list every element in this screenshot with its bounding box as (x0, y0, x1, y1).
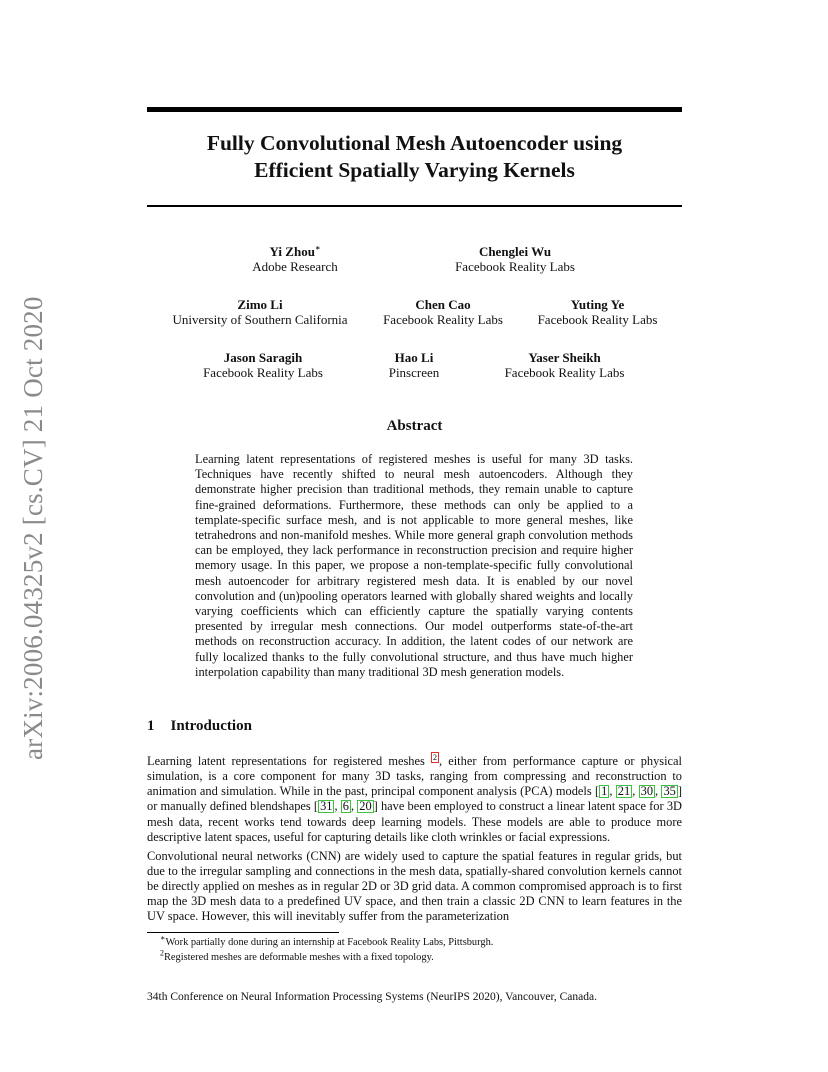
footnote-1: ∗Work partially done during an internship at Facebook Reality Labs, Pittsburgh. (160, 933, 494, 948)
abstract-heading: Abstract (386, 418, 443, 434)
author-name: Chen Cao (415, 297, 471, 312)
citation-link[interactable]: 20 (359, 799, 372, 814)
author-name: Zimo Li (237, 297, 283, 312)
section-heading-introduction (147, 718, 252, 735)
author-affiliation: Facebook Reality Labs (455, 259, 575, 274)
author-affiliation: Facebook Reality Labs (504, 365, 625, 380)
author-block (370, 350, 458, 380)
citation-link[interactable]: 31 (320, 799, 333, 814)
author-name: Chenglei Wu (478, 244, 552, 259)
venue-footer: 34th Conference on Neural Information Processing Systems (NeurIPS 2020), Vancouver, Canada. (147, 991, 597, 1003)
author-affiliation: University of Southern California (172, 312, 348, 327)
citation-link[interactable]: 35 (663, 784, 676, 799)
author-affiliation: Adobe Research (252, 259, 338, 274)
author-block (372, 297, 514, 327)
intro-paragraph-1: Learning latent representations for registered meshes $^2$ , either from performance capture or physical simulation, is a core component for many 3D tasks, ranging from compressing and reconstruction to animation and simulation. While in the past, principal component analysis (PCA) models [ 1 , 21 , 30 , 35 ] or manually defined blendshapes [ 31 , 6 , 20 ] have been employed to construct a linear latent space for 3D mesh data, recent works tend towards deep learning models. These models are able to produce more descriptive latent spaces, useful for capturing details like cloth wrinkles or facial expressions. (147, 753, 683, 844)
title-line-2: Efficient Spatially Varying Kernels (254, 158, 575, 182)
author-affiliation: Facebook Reality Labs (203, 365, 323, 380)
title-top-rule (147, 107, 682, 112)
author-block (190, 244, 400, 274)
author-block (188, 350, 338, 380)
author-affiliation: Facebook Reality Labs (537, 312, 658, 327)
paper-title (147, 130, 682, 184)
author-name: Jason Saragih (223, 350, 303, 365)
footnote-2: $^2$Registered meshes are deformable meshes with a fixed topology. (160, 948, 434, 963)
citation-link[interactable]: 21 (617, 784, 631, 799)
author-block (525, 297, 670, 327)
author-affiliation: Facebook Reality Labs (383, 312, 503, 327)
intro-paragraph-2: Convolutional neural networks (CNN) are widely used to capture the spatial features in regular grids, but due to the irregular sampling and connections in the mesh data, spatially-shared convolution kernels cannot be directly applied on meshes as in regular 2D or 3D grid data. A common compromised approach is to first map the 3D mesh data to a predefined UV space, and then train a classic 2D CNN to learn features in the UV space. However, this will inevitably suffer from the parameterization (147, 849, 682, 924)
author-block (160, 297, 360, 327)
citation-link[interactable]: 1 (601, 784, 608, 799)
section-title: Introduction (170, 718, 252, 734)
footnote-rule (147, 932, 339, 933)
author-name: Yi Zhou∗ (269, 243, 321, 259)
footnote-mark: ∗ (160, 933, 166, 943)
author-name: Yaser Sheikh (528, 350, 601, 365)
arxiv-sidebar-stamp: arXiv:2006.04325v2 [cs.CV] 21 Oct 2020 (18, 296, 48, 760)
author-block (405, 244, 625, 274)
author-name: Yuting Ye (570, 297, 625, 312)
title-bottom-rule (147, 205, 682, 207)
abstract-text: Learning latent representations of registered meshes is useful for many 3D tasks. Techniques have recently shifted to neural mesh autoencoders. Although they demonstrate higher precision than traditional methods, they remain unable to capture fine-grained deformations. Furthermore, these methods can only be applied to a template-specific surface mesh, and is not applicable to more general meshes, like tetrahedrons and non-manifold meshes. While more general graph convolution methods can be employed, they lack performance in reconstruction precision and require higher memory usage. In this paper, we propose a non-template-specific fully convolutional mesh autoencoder for arbitrary registered mesh data. It is enabled by our novel convolution and (un)pooling operators learned with globally shared weights and locally varying coefficients which can efficiently capture the spatially varying contents presented by irregular mesh connections. Our model outperforms state-of-the-art methods on reconstruction accuracy. In addition, the latent codes of our network are fully localized thanks to the fully convolutional structure, and thus have much higher interpolation capability than many traditional 3D mesh generation models. (195, 452, 633, 679)
footnote-link[interactable]: 2 (432, 753, 437, 762)
title-line-1: Fully Convolutional Mesh Autoencoder using (206, 131, 623, 155)
footnote-mark: 2 (160, 948, 164, 958)
section-number: 1 (147, 718, 155, 734)
citation-link[interactable]: 30 (640, 784, 654, 799)
author-name: Hao Li (394, 350, 434, 365)
author-block (492, 350, 637, 380)
citation-link[interactable]: 6 (342, 799, 349, 814)
author-affiliation: Pinscreen (388, 365, 440, 380)
